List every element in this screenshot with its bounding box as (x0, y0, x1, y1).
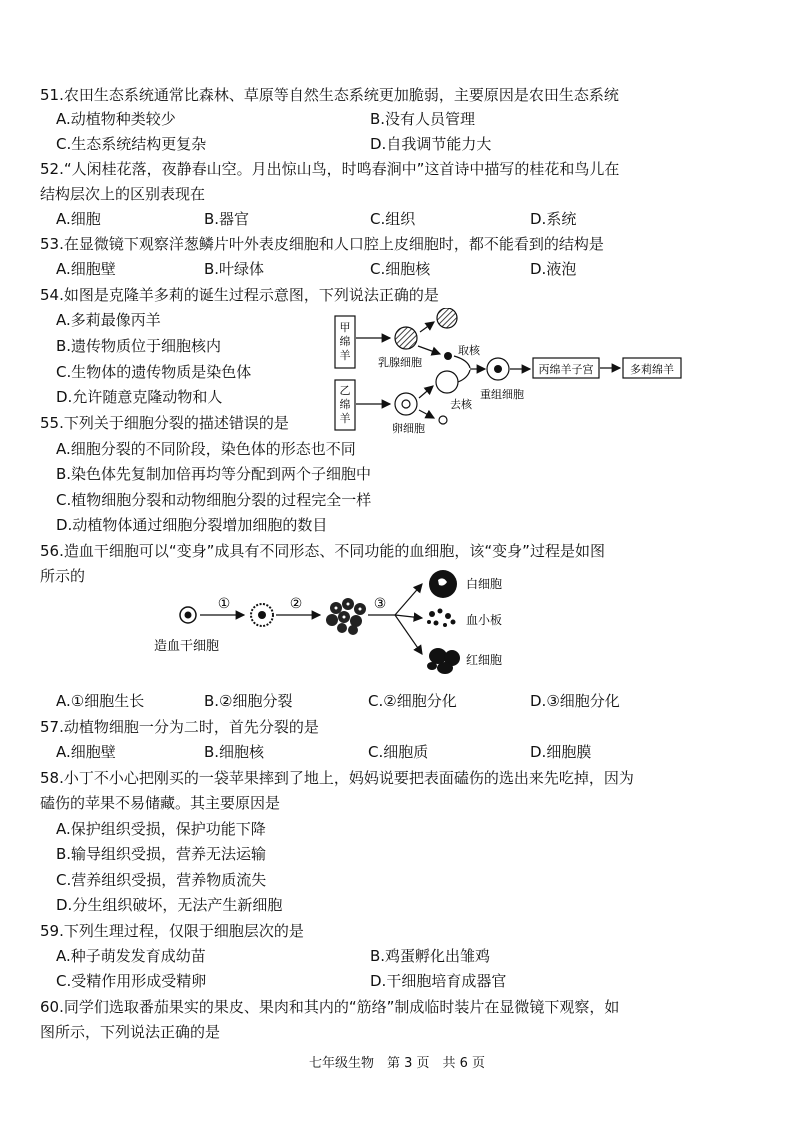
q51-option-d: D.自我调节能力大 (370, 135, 492, 153)
q54-option-c: C.生物体的遗传物质是染色体 (56, 363, 252, 381)
q54-option-b: B.遗传物质位于细胞核内 (56, 337, 222, 355)
platelet-label: 血小板 (466, 613, 503, 627)
page-footer: 七年级生物 第 3 页 共 6 页 (308, 1056, 486, 1071)
q60-stem-line1: 60.同学们选取番茄果实的果皮、果肉和其内的“筋络”制成临时装片在显微镜下观察，如 (40, 998, 620, 1016)
step1-label: ① (217, 596, 231, 612)
q51-option-c: C.生态系统结构更复杂 (56, 135, 207, 153)
q55-option-c: C.植物细胞分裂和动物细胞分裂的过程完全一样 (56, 491, 372, 509)
wbc-label: 白细胞 (466, 577, 503, 591)
q59-stem: 59.下列生理过程，仅限于细胞层次的是 (40, 922, 304, 940)
q58-stem-line1: 58.小丁不小心把刚买的一袋苹果摔到了地上，妈妈说要把表面磕伤的选出来先吃掉，因为 (40, 769, 634, 787)
q54-stem: 54.如图是克隆羊多莉的诞生过程示意图，下列说法正确的是 (40, 286, 439, 304)
q60-stem-line2: 图所示，下列说法正确的是 (40, 1023, 221, 1041)
sheep-a-label-1: 甲 (339, 321, 351, 334)
q52-option-b: B.器官 (204, 210, 250, 228)
sheep-b-label-3: 羊 (339, 412, 351, 425)
remove-nucleus-label: 去核 (450, 398, 472, 411)
nucleus-dot-icon (444, 352, 452, 360)
q55-option-b: B.染色体先复制加倍再均等分配到两个子细胞中 (56, 465, 372, 483)
q58-stem-line2: 磕伤的苹果不易储藏。其主要原因是 (40, 794, 281, 812)
q56-stem-line2: 所示的 (40, 567, 86, 585)
sheep-b-label-1: 乙 (339, 384, 351, 397)
recombined-cell-label: 重组细胞 (480, 388, 524, 401)
sheep-b-label-2: 绵 (339, 398, 351, 411)
step3-label: ③ (373, 596, 387, 612)
q51-stem: 51.农田生态系统通常比森林、草原等自然生态系统更加脆弱，主要原因是农田生态系统 (40, 86, 619, 104)
q59-option-a: A.种子萌发发育成幼苗 (56, 947, 206, 965)
take-nucleus-label: 取核 (458, 344, 480, 357)
mammary-cell-icon (395, 327, 417, 349)
q55-stem: 55.下列关于细胞分裂的描述错误的是 (40, 414, 289, 432)
dolly-label: 多莉绵羊 (630, 363, 674, 376)
mammary-cell-copy-icon (437, 308, 457, 328)
q59-option-b: B.鸡蛋孵化出雏鸡 (370, 947, 491, 965)
q58-option-d: D.分生组织破坏，无法产生新细胞 (56, 896, 283, 914)
cloning-diagram (330, 308, 690, 438)
q53-option-d: D.液泡 (530, 260, 577, 278)
enucleated-egg-icon (436, 371, 458, 393)
q56-stem-line1: 56.造血干细胞可以“变身”成具有不同形态、不同功能的血细胞，该“变身”过程是如图 (40, 542, 605, 560)
q56-option-b: B.②细胞分裂 (204, 692, 293, 710)
q51-option-b: B.没有人员管理 (370, 110, 476, 128)
blood-cell-diagram (150, 566, 530, 686)
q53-stem: 53.在显微镜下观察洋葱鳞片叶外表皮细胞和人口腔上皮细胞时，都不能看到的结构是 (40, 235, 604, 253)
q54-option-d: D.允许随意克隆动物和人 (56, 388, 223, 406)
step2-label: ② (289, 596, 303, 612)
q51-option-a: A.动植物种类较少 (56, 110, 176, 128)
q53-option-c: C.细胞核 (370, 260, 431, 278)
red-blood-cell-icon (427, 648, 460, 674)
q57-option-c: C.细胞质 (368, 743, 429, 761)
q55-option-a: A.细胞分裂的不同阶段，染色体的形态也不同 (56, 440, 356, 458)
q58-option-a: A.保护组织受损，保护功能下降 (56, 820, 266, 838)
q52-option-a: A.细胞 (56, 210, 101, 228)
q57-option-a: A.细胞壁 (56, 743, 116, 761)
q57-option-d: D.细胞膜 (530, 743, 592, 761)
q58-option-c: C.营养组织受损，营养物质流失 (56, 871, 267, 889)
q57-stem: 57.动植物细胞一分为二时，首先分裂的是 (40, 718, 319, 736)
q59-option-d: D.干细胞培育成器官 (370, 972, 507, 990)
q53-option-b: B.叶绿体 (204, 260, 265, 278)
q56-option-d: D.③细胞分化 (530, 692, 620, 710)
platelet-icon (427, 609, 456, 628)
q52-option-c: C.组织 (370, 210, 416, 228)
q57-option-b: B.细胞核 (204, 743, 265, 761)
q56-option-a: A.①细胞生长 (56, 692, 145, 710)
uterus-label: 丙绵羊子宫 (538, 363, 594, 376)
q59-option-c: C.受精作用形成受精卵 (56, 972, 207, 990)
q55-option-d: D.动植物体通过细胞分裂增加细胞的数目 (56, 516, 328, 534)
q54-option-a: A.多莉最像丙羊 (56, 311, 161, 329)
q58-option-b: B.输导组织受损，营养无法运输 (56, 845, 267, 863)
q52-stem-line2: 结构层次上的区别表现在 (40, 185, 206, 203)
cell-cluster-icon (326, 598, 366, 635)
q52-stem-line1: 52.“人闲桂花落，夜静春山空。月出惊山鸟，时鸣春涧中”这首诗中描写的桂花和鸟儿在 (40, 160, 620, 178)
q53-option-a: A.细胞壁 (56, 260, 116, 278)
q52-option-d: D.系统 (530, 210, 577, 228)
sheep-a-label-3: 羊 (339, 349, 351, 362)
sheep-a-label-2: 绵 (339, 335, 351, 348)
egg-cell-label: 卵细胞 (392, 422, 425, 435)
stem-cell-label: 造血干细胞 (154, 639, 220, 654)
q56-option-c: C.②细胞分化 (368, 692, 457, 710)
rbc-label: 红细胞 (466, 653, 503, 667)
mammary-cell-label: 乳腺细胞 (378, 356, 422, 369)
